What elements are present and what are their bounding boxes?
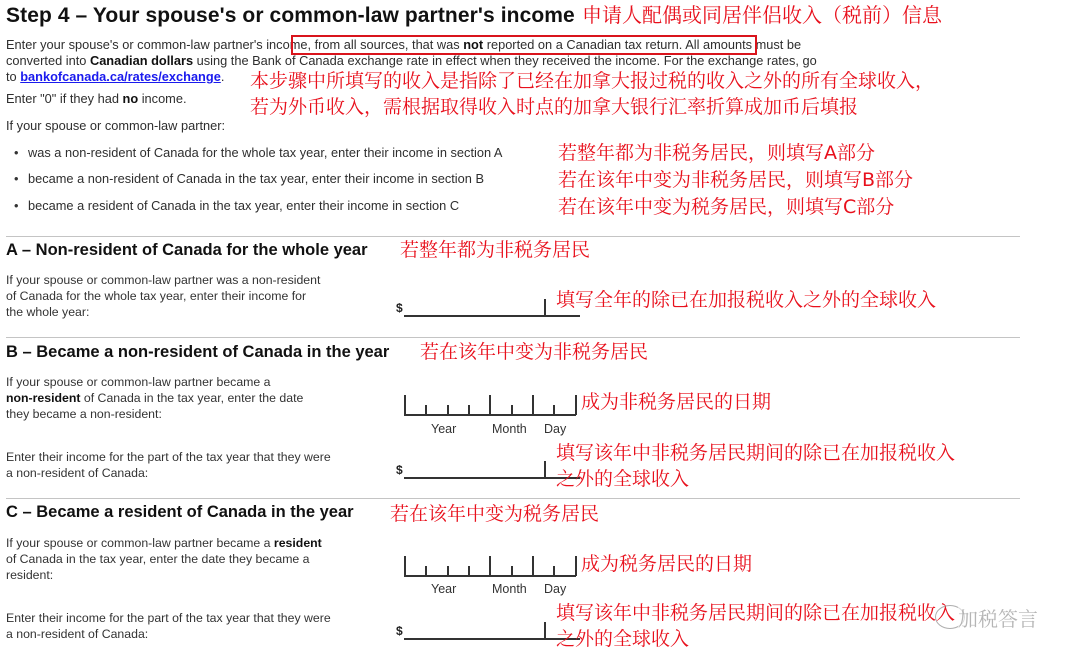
- section-c-date-field[interactable]: [404, 556, 579, 601]
- section-a-question-line-2: of Canada for the whole tax year, enter their income for: [6, 289, 307, 303]
- zero-income-note: Enter "0" if they had no income.: [6, 91, 187, 106]
- bullet-dot-icon: •: [14, 171, 19, 186]
- section-a-question-line-1: If your spouse or common-law partner was a non-resident: [6, 273, 321, 287]
- section-c-income-question-line-1: Enter their income for the part of the tax year that they were: [6, 611, 331, 625]
- dollar-sign: $: [396, 624, 403, 638]
- section-c-date-annotation: 成为税务居民的日期: [581, 553, 753, 575]
- bullet-item-b: • became a non-resident of Canada in the tax year, enter their income in section B: [14, 171, 484, 186]
- section-c-income-question-line-2: a non-resident of Canada:: [6, 627, 149, 641]
- title-annotation: 申请人配偶或同居伴侣收入（税前）信息: [582, 3, 942, 27]
- section-a-question-line-3: the whole year:: [6, 305, 90, 319]
- dollar-sign: $: [396, 301, 403, 315]
- section-a-annotation: 若整年都为非税务居民: [400, 239, 591, 261]
- intro-line-1: Enter your spouse's or common-law partner's income, from all sources, that was not reported on a Canadian tax return. All amounts must be: [6, 37, 802, 52]
- bullet-annotation-b: 若在该年中变为非税务居民，则填写B部分: [558, 169, 914, 191]
- section-c-income-annotation-line-1: 填写该年中非税务居民期间的除已在加报税收入: [556, 602, 956, 624]
- section-c-date-question-line-1: If your spouse or common-law partner became a resident: [6, 536, 322, 550]
- bullet-dot-icon: •: [14, 145, 19, 160]
- section-c-income-annotation-line-2: 之外的全球收入: [556, 628, 690, 650]
- section-b-date-question-line-2: non-resident of Canada in the tax year, enter the date: [6, 391, 304, 405]
- intro-line-3: to bankofcanada.ca/rates/exchange.: [6, 69, 225, 84]
- section-a-income-field[interactable]: [396, 299, 581, 321]
- bullet-item-a: • was a non-resident of Canada for the whole tax year, enter their income in section A: [14, 145, 503, 160]
- section-c-heading: C – Became a resident of Canada in the year: [6, 503, 354, 521]
- section-b-date-annotation: 成为非税务居民的日期: [581, 391, 772, 413]
- bullet-item-c: • became a resident of Canada in the tax year, enter their income in section C: [14, 198, 460, 213]
- month-label: Month: [492, 582, 527, 596]
- section-b-date-question-line-1: If your spouse or common-law partner became a: [6, 375, 271, 389]
- section-b-income-field[interactable]: [396, 461, 581, 483]
- highlight-box: [291, 35, 757, 55]
- conditions-intro: If your spouse or common-law partner:: [6, 118, 226, 133]
- section-b-income-question-line-2: a non-resident of Canada:: [6, 466, 149, 480]
- section-divider: [6, 236, 1020, 237]
- section-divider: [6, 337, 1020, 338]
- section-b-income-question-line-1: Enter their income for the part of the tax year that they were: [6, 450, 331, 464]
- section-b-date-field[interactable]: [404, 395, 579, 440]
- section-b-income-annotation-line-1: 填写该年中非税务居民期间的除已在加报税收入: [556, 442, 956, 464]
- section-b-income-annotation-line-2: 之外的全球收入: [556, 468, 690, 490]
- year-label: Year: [431, 422, 457, 436]
- day-label: Day: [544, 582, 567, 596]
- day-label: Day: [544, 422, 567, 436]
- bullet-annotation-a: 若整年都为非税务居民，则填写A部分: [558, 142, 875, 164]
- intro-annotation-line-1: 本步骤中所填写的收入是指除了已经在加拿大报过税的收入之外的所有全球收入，: [250, 70, 935, 92]
- month-label: Month: [492, 422, 527, 436]
- section-b-date-question-line-3: they became a non-resident:: [6, 407, 162, 421]
- year-label: Year: [431, 582, 457, 596]
- section-b-heading: B – Became a non-resident of Canada in the year: [6, 343, 390, 361]
- section-c-date-question-line-2: of Canada in the tax year, enter the date they became a: [6, 552, 310, 566]
- intro-line-2: converted into Canadian dollars using the Bank of Canada exchange rate in effect when they received the income. For the exchange rates, go: [6, 53, 817, 68]
- exchange-rate-link[interactable]: bankofcanada.ca/rates/exchange: [20, 69, 221, 84]
- watermark: 加税答言: [958, 603, 1038, 632]
- intro-annotation-line-2: 若为外币收入，需根据取得收入时点的加拿大银行汇率折算成加币后填报: [250, 96, 859, 118]
- section-c-annotation: 若在该年中变为税务居民: [390, 503, 600, 525]
- dollar-sign: $: [396, 463, 403, 477]
- section-c-income-field[interactable]: [396, 622, 581, 644]
- section-b-annotation: 若在该年中变为非税务居民: [420, 341, 649, 363]
- section-divider: [6, 498, 1020, 499]
- highlighted-requirement: income, from all sources, that was not reported on a Canadian tax return.: [266, 37, 683, 52]
- section-a-income-annotation: 填写全年的除已在加报税收入之外的全球收入: [556, 289, 937, 311]
- section-c-date-question-line-3: resident:: [6, 568, 54, 582]
- bullet-dot-icon: •: [14, 198, 19, 213]
- page-title: Step 4 – Your spouse's or common-law partner's income: [6, 4, 575, 27]
- section-a-heading: A – Non-resident of Canada for the whole year: [6, 241, 368, 259]
- bullet-annotation-c: 若在该年中变为税务居民，则填写C部分: [558, 196, 895, 218]
